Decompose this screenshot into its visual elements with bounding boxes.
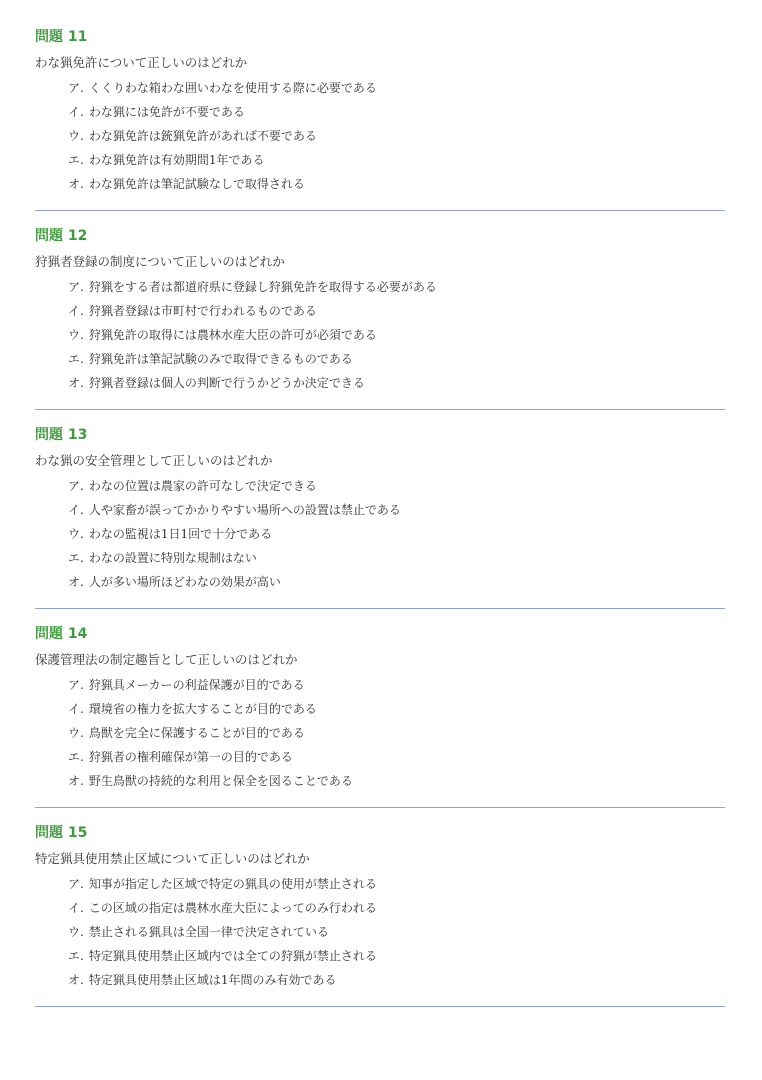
choice-list [35,79,725,193]
choice-mark: ア. [68,678,84,692]
choice-item [68,127,725,145]
question-title: 問題 15 [35,825,88,841]
question-title: 問題 11 [35,29,88,45]
choice-mark: オ. [68,177,84,191]
question-text: 特定猟具使用禁止区域について正しいのはどれか [35,851,310,866]
choice-list [35,676,725,790]
choice-item [68,278,725,296]
choice-mark: イ. [68,901,84,915]
choice-item [68,573,725,591]
question-13 [35,426,725,609]
choice-item [68,175,725,193]
question-text: 狩猟者登録の制度について正しいのはどれか [35,254,285,269]
choice-mark: オ. [68,973,84,987]
choice-text: くくりわな箱わな囲いわなを使用する際に必要である [88,81,377,95]
choice-text: 狩猟具メーカーの利益保護が目的である [88,678,305,692]
question-text: わな猟免許について正しいのはどれか [35,55,248,70]
question-14 [35,625,725,808]
choice-item [68,151,725,169]
choice-mark: オ. [68,376,84,390]
choice-text: 狩猟免許の取得には農林水産大臣の許可が必須である [88,328,377,342]
choice-mark: エ. [68,352,84,366]
choice-text: わなの監視は1日1回で十分である [88,527,273,541]
choice-item [68,350,725,368]
choice-text: 狩猟者登録は個人の判断で行うかどうか決定できる [88,376,365,390]
choice-item [68,501,725,519]
choice-text: 狩猟者登録は市町村で行われるものである [88,304,317,318]
choice-item [68,477,725,495]
choice-item [68,772,725,790]
choice-mark: イ. [68,105,84,119]
choice-item [68,676,725,694]
choice-text: わなの位置は農家の許可なしで決定できる [88,479,317,493]
choice-text: 人や家畜が誤ってかかりやすい場所への設置は禁止である [88,503,401,517]
question-text: 保護管理法の制定趣旨として正しいのはどれか [35,652,298,667]
choice-item [68,947,725,965]
choice-mark: ア. [68,81,84,95]
question-12 [35,227,725,410]
choice-text: 環境省の権力を拡大することが目的である [88,702,317,716]
choice-item [68,748,725,766]
choice-mark: エ. [68,949,84,963]
choice-text: 人が多い場所ほどわなの効果が高い [88,575,281,589]
choice-item [68,326,725,344]
choice-text: 狩猟免許は筆記試験のみで取得できるものである [88,352,353,366]
choice-text: わな猟免許は筆記試験なしで取得される [88,177,305,191]
choice-item [68,971,725,989]
choice-list [35,477,725,591]
choice-mark: オ. [68,575,84,589]
choice-text: 狩猟者の権利確保が第一の目的である [88,750,293,764]
choice-mark: オ. [68,774,84,788]
choice-item [68,525,725,543]
choice-mark: エ. [68,153,84,167]
question-title: 問題 14 [35,626,88,642]
choice-mark: ウ. [68,527,84,541]
choice-text: 狩猟をする者は都道府県に登録し狩猟免許を取得する必要がある [88,280,437,294]
choice-text: この区域の指定は農林水産大臣によってのみ行われる [88,901,377,915]
choice-mark: ウ. [68,328,84,342]
choice-text: 野生鳥獣の持続的な利用と保全を図ることである [88,774,353,788]
question-title: 問題 12 [35,228,88,244]
choice-text: 特定猟具使用禁止区域は1年間のみ有効である [88,973,337,987]
choice-item [68,899,725,917]
choice-mark: ア. [68,877,84,891]
choice-text: わな猟免許は銃猟免許があれば不要である [88,129,317,143]
choice-text: わなの設置に特別な規制はない [88,551,257,565]
choice-item [68,875,725,893]
choice-item [68,724,725,742]
choice-mark: ウ. [68,129,84,143]
choice-item [68,700,725,718]
choice-item [68,549,725,567]
choice-list [35,875,725,989]
choice-item [68,374,725,392]
choice-text: わな猟免許は有効期間1年である [88,153,265,167]
choice-mark: イ. [68,503,84,517]
choice-item [68,923,725,941]
choice-item [68,79,725,97]
choice-list [35,278,725,392]
choice-text: 特定猟具使用禁止区域内では全ての狩猟が禁止される [88,949,377,963]
choice-item [68,103,725,121]
choice-text: 鳥獣を完全に保護することが目的である [88,726,305,740]
question-title: 問題 13 [35,427,88,443]
choice-mark: イ. [68,702,84,716]
choice-text: 知事が指定した区域で特定の猟具の使用が禁止される [88,877,377,891]
question-11 [35,28,725,211]
choice-mark: エ. [68,551,84,565]
choice-mark: イ. [68,304,84,318]
choice-text: 禁止される猟具は全国一律で決定されている [88,925,329,939]
question-text: わな猟の安全管理として正しいのはどれか [35,453,273,468]
choice-item [68,302,725,320]
question-15 [35,824,725,1007]
choice-mark: エ. [68,750,84,764]
choice-mark: ウ. [68,726,84,740]
choice-text: わな猟には免許が不要である [88,105,245,119]
choice-mark: ア. [68,479,84,493]
choice-mark: ア. [68,280,84,294]
choice-mark: ウ. [68,925,84,939]
